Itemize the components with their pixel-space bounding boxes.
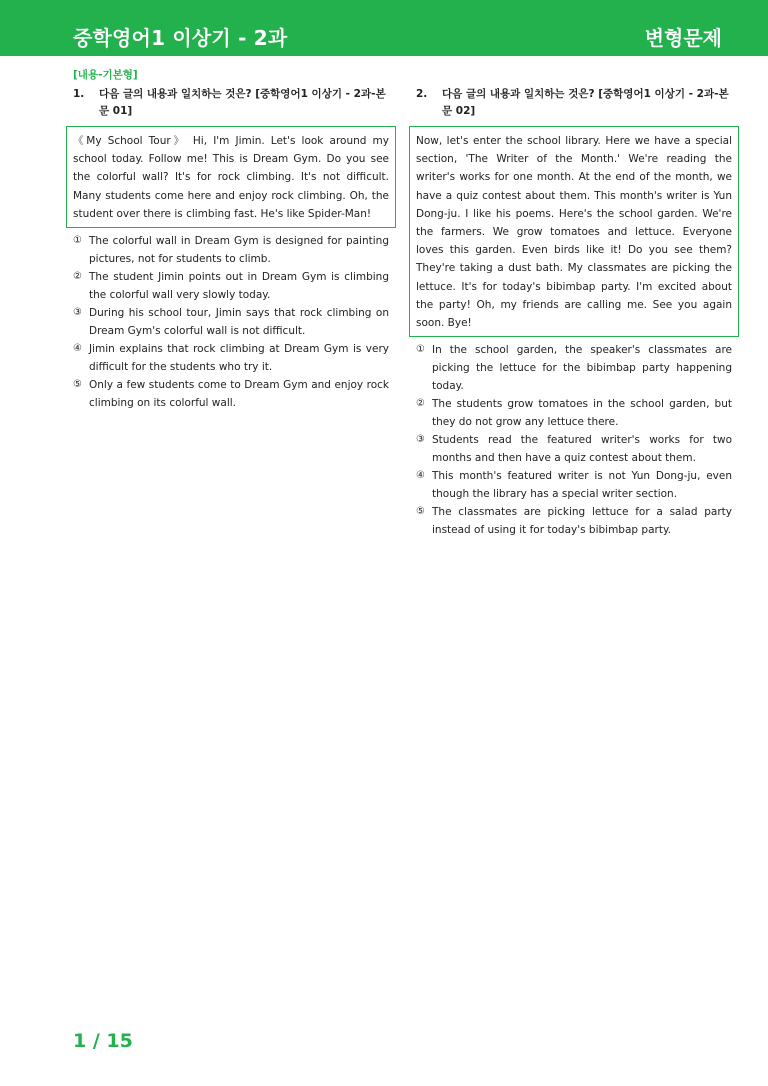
question-1-number: 1. [73,88,85,100]
choice-item [73,232,389,268]
section-tag-spacer [416,66,732,84]
choice-text: In the school garden, the speaker's classmates are picking the lettuce for the bibimbap party happening today. [432,344,732,393]
choice-text: This month's featured writer is not Yun Dong-ju, even though the library has a special writer section. [432,470,732,501]
choice-item [73,340,389,376]
choice-marker: ① [73,235,82,247]
choice-text: The students grow tomatoes in the school garden, but they do not grow any lettuce there. [432,398,732,429]
choice-item [416,503,732,539]
question-1-column [73,66,389,412]
question-2-column [416,66,732,539]
choice-text: The classmates are picking lettuce for a salad party instead of using it for today's bibimbap party. [432,506,732,537]
choice-text: Only a few students come to Dream Gym and enjoy rock climbing on its colorful wall. [89,379,389,410]
question-2-number: 2. [416,88,428,100]
choice-marker: ③ [416,434,425,446]
document-title: 중학영어1 이상기 - 2과 [73,26,288,50]
choice-text: The student Jimin points out in Dream Gym is climbing the colorful wall very slowly today. [89,271,389,302]
choice-marker: ④ [73,343,82,355]
choice-item [416,431,732,467]
document-type-label: 변형문제 [644,26,722,50]
choice-text: Students read the featured writer's works for two months and then have a quiz contest about them. [432,434,732,465]
choice-item [73,268,389,304]
choice-item [416,467,732,503]
choice-marker: ⑤ [73,379,82,391]
question-1-prompt: 다음 글의 내용과 일치하는 것은? [중학영어1 이상기 - 2과-본문 01] [99,88,386,117]
section-tag: [내용-기본형] [73,69,138,81]
choice-marker: ① [416,344,425,356]
choice-text: During his school tour, Jimin says that rock climbing on Dream Gym's colorful wall is not difficult. [89,307,389,338]
question-1-header [73,86,389,120]
question-2-prompt: 다음 글의 내용과 일치하는 것은? [중학영어1 이상기 - 2과-본문 02] [442,88,729,117]
page-number: 1 / 15 [73,1030,133,1052]
choice-marker: ② [416,398,425,410]
choice-item [416,395,732,431]
choice-item [73,304,389,340]
choice-text: The colorful wall in Dream Gym is designed for painting pictures, not for students to climb. [89,235,389,266]
choice-marker: ② [73,271,82,283]
question-1-choices [73,232,389,412]
choice-marker: ⑤ [416,506,425,518]
choice-text: Jimin explains that rock climbing at Dream Gym is very difficult for the students who try it. [89,343,389,374]
choice-item [416,341,732,395]
choice-marker: ③ [73,307,82,319]
question-1-passage: 《My School Tour》 Hi, I'm Jimin. Let's look around my school today. Follow me! This is Dream Gym. Do you see the colorful wall? It's for rock climbing. It's not difficult. Many students come here and enjoy rock climbing. Oh, the student over there is climbing fast. He's like Spider-Man! [66,126,396,228]
choice-marker: ④ [416,470,425,482]
choice-item [73,376,389,412]
question-2-passage: Now, let's enter the school library. Here we have a special section, 'The Writer of the Month.' We're reading the writer's works for one month. At the end of the month, we have a quiz contest about them. This month's writer is Yun Dong-ju. I like his poems. Here's the school garden. We're the farmers. We grow tomatoes and lettuce. Everyone loves this garden. Even birds like it! Do you see them? They're taking a dust bath. My classmates are picking the lettuce. It's for today's bibimbap party. I'm excited about the party! Oh, my friends are calling me. See you again soon. Bye! [409,126,739,337]
question-2-header [416,86,732,120]
question-2-choices [416,341,732,539]
header-bar [0,0,768,56]
